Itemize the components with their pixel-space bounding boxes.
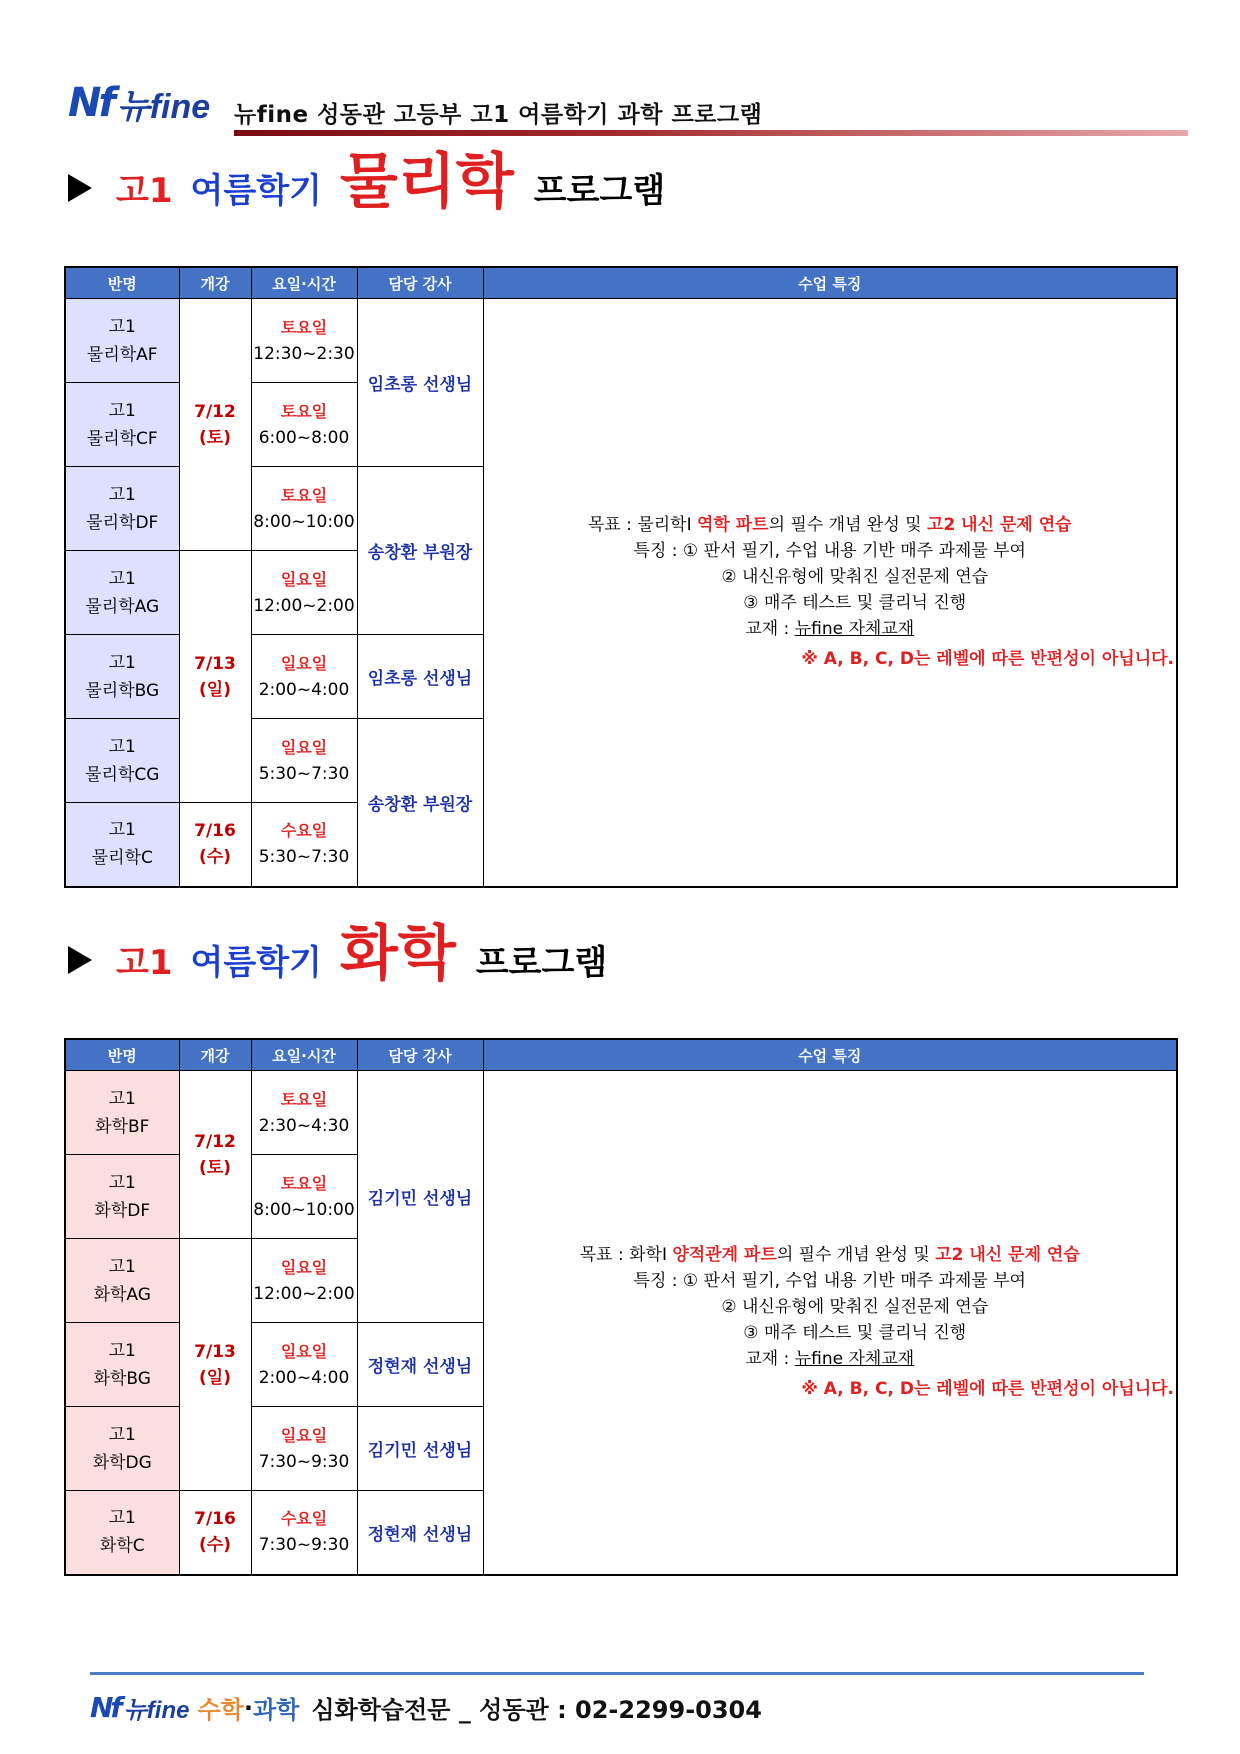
goal-line: 목표 : 물리학Ⅰ 역학 파트의 필수 개념 완성 및 고2 내신 문제 연습: [587, 515, 1072, 536]
class-name-cell: 고1 화학C: [65, 1491, 179, 1575]
class-name-cell: 고1 물리학C: [65, 803, 179, 887]
teacher-cell: 김기민 선생님: [357, 1407, 483, 1491]
class-name-cell: 고1 물리학BG: [65, 635, 179, 719]
triangle-bullet-icon: [68, 174, 92, 202]
feature-line: ② 내신유형에 맞춰진 실전문제 연습: [721, 567, 989, 588]
column-header: 수업 특징: [483, 1039, 1177, 1071]
brand-logo: [68, 78, 210, 128]
time-cell: 수요일 7:30~9:30: [251, 1491, 357, 1575]
column-header: 반명: [65, 1039, 179, 1071]
time-cell: 일요일 2:00~4:00: [251, 1323, 357, 1407]
title-program: 프로그램: [533, 171, 666, 211]
column-header: 개강: [179, 267, 251, 299]
column-header: 반명: [65, 267, 179, 299]
open-date-cell: 7/16 (수): [179, 803, 251, 887]
column-header: 담당 강사: [357, 267, 483, 299]
time-cell: 토요일 8:00~10:00: [251, 467, 357, 551]
footer-subject-science: 과학: [252, 1696, 300, 1724]
class-name-cell: 고1 물리학CG: [65, 719, 179, 803]
feature-line: ② 내신유형에 맞춰진 실전문제 연습: [721, 1297, 989, 1318]
class-name-cell: 고1 물리학DF: [65, 467, 179, 551]
teacher-cell: 김기민 선생님: [357, 1071, 483, 1323]
class-name-cell: 고1 물리학AG: [65, 551, 179, 635]
time-cell: 일요일 12:00~2:00: [251, 551, 357, 635]
title-grade: 고1: [116, 943, 173, 983]
textbook-line: 교재 : 뉴fine 자체교재: [745, 619, 915, 640]
time-cell: 토요일 12:30~2:30: [251, 299, 357, 383]
level-note: ※ A, B, C, D는 레벨에 따른 반편성이 아닙니다.: [801, 649, 1174, 670]
teacher-cell: 정현재 선생님: [357, 1491, 483, 1575]
feature-line: ③ 매주 테스트 및 클리닉 진행: [743, 1323, 967, 1344]
physics-section-title: [68, 147, 666, 217]
column-header: 수업 특징: [483, 267, 1177, 299]
table-row: [65, 1071, 1177, 1155]
physics-schedule-table: [64, 266, 1178, 888]
class-name-cell: 고1 물리학AF: [65, 299, 179, 383]
textbook-line: 교재 : 뉴fine 자체교재: [745, 1349, 915, 1370]
column-header: 요일·시간: [251, 1039, 357, 1071]
footer-dot: ·: [243, 1693, 253, 1722]
class-name-cell: 고1 화학DF: [65, 1155, 179, 1239]
column-header: 담당 강사: [357, 1039, 483, 1071]
class-name-cell: 고1 화학BG: [65, 1323, 179, 1407]
title-subject: 물리학: [339, 147, 514, 217]
feature-line: ③ 매주 테스트 및 클리닉 진행: [743, 593, 967, 614]
title-subject: 화학: [339, 919, 456, 989]
header-divider: [234, 130, 1188, 136]
column-header: 개강: [179, 1039, 251, 1071]
teacher-cell: 송창환 부원장: [357, 719, 483, 887]
teacher-cell: 송창환 부원장: [357, 467, 483, 635]
logo-mark: Nf: [68, 80, 113, 126]
footer-subject-math: 수학: [197, 1696, 244, 1724]
title-program: 프로그램: [475, 943, 608, 983]
time-cell: 토요일 2:30~4:30: [251, 1071, 357, 1155]
time-cell: 일요일 5:30~7:30: [251, 719, 357, 803]
open-date-cell: 7/13 (일): [179, 551, 251, 803]
page-header: [68, 78, 1188, 138]
footer-tagline: 심화학습전문 _ 성동관 : 02-2299-0304: [311, 1696, 762, 1724]
teacher-cell: 임초롱 선생님: [357, 299, 483, 467]
open-date-cell: 7/12 (토): [179, 299, 251, 551]
level-note: ※ A, B, C, D는 레벨에 따른 반편성이 아닙니다.: [801, 1379, 1174, 1400]
course-description-cell: [483, 1071, 1177, 1575]
title-grade: 고1: [116, 171, 173, 211]
teacher-cell: 정현재 선생님: [357, 1323, 483, 1407]
chemistry-schedule-table: [64, 1038, 1178, 1576]
title-term: 여름학기: [190, 943, 322, 983]
feature-line: 특징 : ① 판서 필기, 수업 내용 기반 매주 과제물 부여: [633, 1271, 1026, 1292]
goal-line: 목표 : 화학Ⅰ 양적관계 파트의 필수 개념 완성 및 고2 내신 문제 연습: [579, 1245, 1080, 1266]
teacher-cell: 임초롱 선생님: [357, 635, 483, 719]
table-header-row: [65, 1039, 1177, 1071]
footer-divider: [90, 1672, 1144, 1675]
time-cell: 일요일 12:00~2:00: [251, 1239, 357, 1323]
logo-text: 뉴fine: [123, 1697, 190, 1724]
table-header-row: [65, 267, 1177, 299]
open-date-cell: 7/12 (토): [179, 1071, 251, 1239]
logo-text: 뉴fine: [116, 87, 211, 126]
time-cell: 수요일 5:30~7:30: [251, 803, 357, 887]
logo-mark: Nf: [90, 1691, 120, 1724]
time-cell: 일요일 2:00~4:00: [251, 635, 357, 719]
class-name-cell: 고1 물리학CF: [65, 383, 179, 467]
course-description-cell: [483, 299, 1177, 887]
page-footer: [90, 1690, 762, 1725]
class-name-cell: 고1 화학BF: [65, 1071, 179, 1155]
time-cell: 토요일 8:00~10:00: [251, 1155, 357, 1239]
chemistry-section-title: [68, 919, 608, 989]
feature-line: 특징 : ① 판서 필기, 수업 내용 기반 매주 과제물 부여: [633, 541, 1026, 562]
class-name-cell: 고1 화학DG: [65, 1407, 179, 1491]
triangle-bullet-icon: [68, 946, 92, 974]
open-date-cell: 7/13 (일): [179, 1239, 251, 1491]
time-cell: 토요일 6:00~8:00: [251, 383, 357, 467]
title-term: 여름학기: [190, 171, 322, 211]
time-cell: 일요일 7:30~9:30: [251, 1407, 357, 1491]
open-date-cell: 7/16 (수): [179, 1491, 251, 1575]
header-title: 뉴fine 성동관 고등부 고1 여름학기 과학 프로그램: [234, 102, 763, 128]
column-header: 요일·시간: [251, 267, 357, 299]
table-row: [65, 299, 1177, 383]
class-name-cell: 고1 화학AG: [65, 1239, 179, 1323]
